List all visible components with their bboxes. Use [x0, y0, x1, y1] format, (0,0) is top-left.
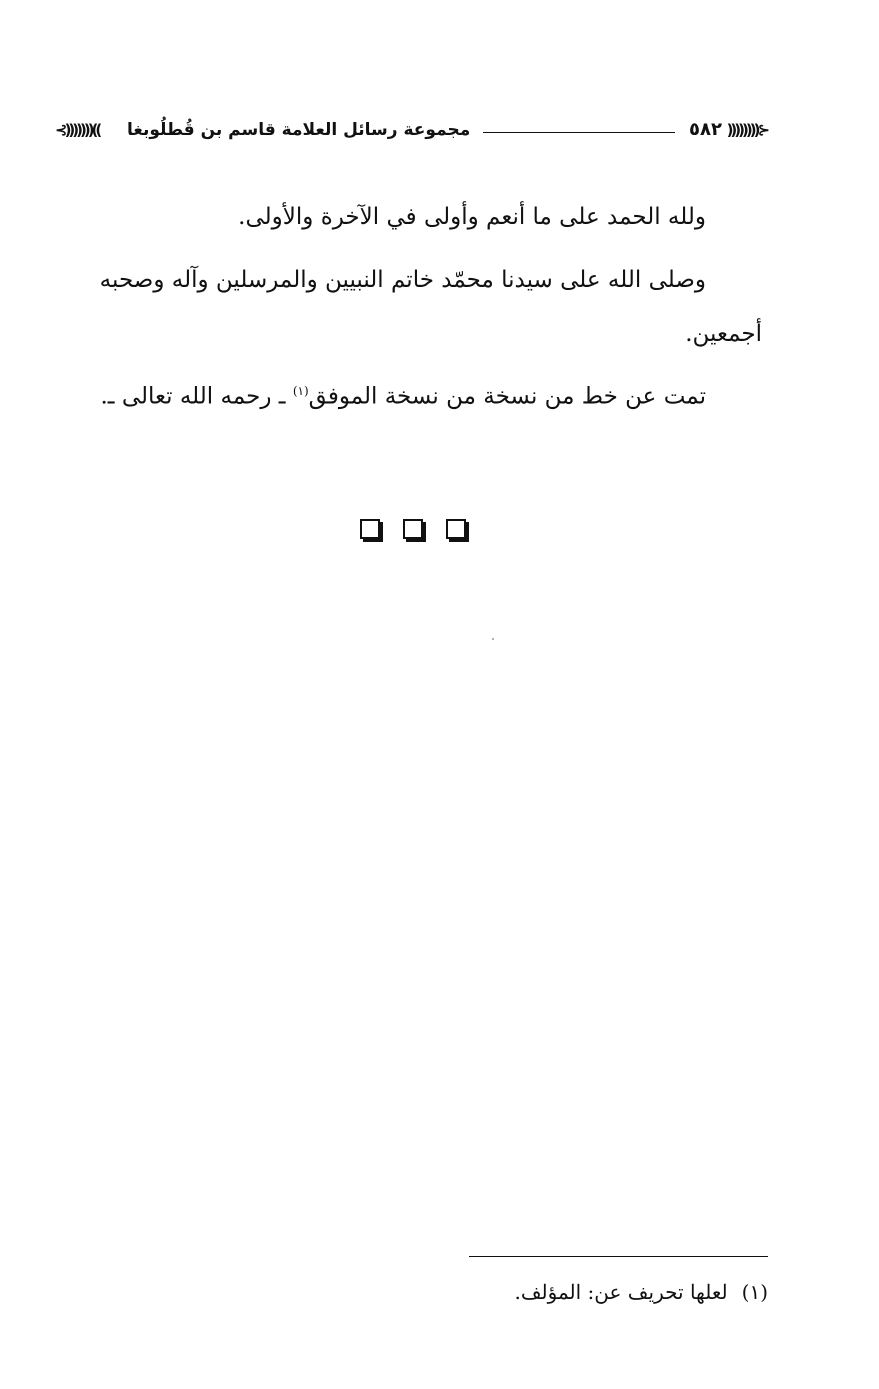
- body-paragraph-2: وصلى الله على سيدنا محمّد خاتم النبيين والمرسلين وآله وصحبه: [99, 267, 706, 293]
- header-rule: [483, 132, 675, 133]
- square-ornament-icon: [360, 519, 380, 539]
- colophon-text-end: ـ رحمه الله تعالى ـ.: [100, 383, 293, 410]
- body-paragraph-1: ولله الحمد على ما أنعم وأولى في الآخرة والأولى.: [238, 204, 706, 230]
- square-ornament-icon: [446, 519, 466, 539]
- footnote-separator: [469, 1256, 768, 1257]
- header-ornament-right: ))))))))⊱: [726, 121, 767, 139]
- footnote-number: (١): [741, 1280, 768, 1304]
- section-end-ornaments: [360, 519, 466, 545]
- page-speck: [492, 638, 494, 640]
- running-header: [55, 116, 767, 146]
- body-paragraph-3: [55, 364, 706, 424]
- page-number: ٥٨٢: [689, 119, 722, 140]
- colophon-text: تمت عن خط من نسخة من نسخة الموفق: [308, 383, 706, 410]
- footnote-reference: (١): [292, 384, 309, 398]
- square-ornament-icon: [403, 519, 423, 539]
- body-paragraph-2-continuation: أجمعين.: [685, 321, 762, 347]
- header-ornament-left: ⊰)))))))((: [55, 121, 100, 139]
- running-title: مجموعة رسائل العلامة قاسم بن قُطلُوبغا: [127, 120, 471, 140]
- footnote-1: [515, 1277, 769, 1307]
- footnote-text: لعلها تحريف عن: المؤلف.: [514, 1280, 728, 1304]
